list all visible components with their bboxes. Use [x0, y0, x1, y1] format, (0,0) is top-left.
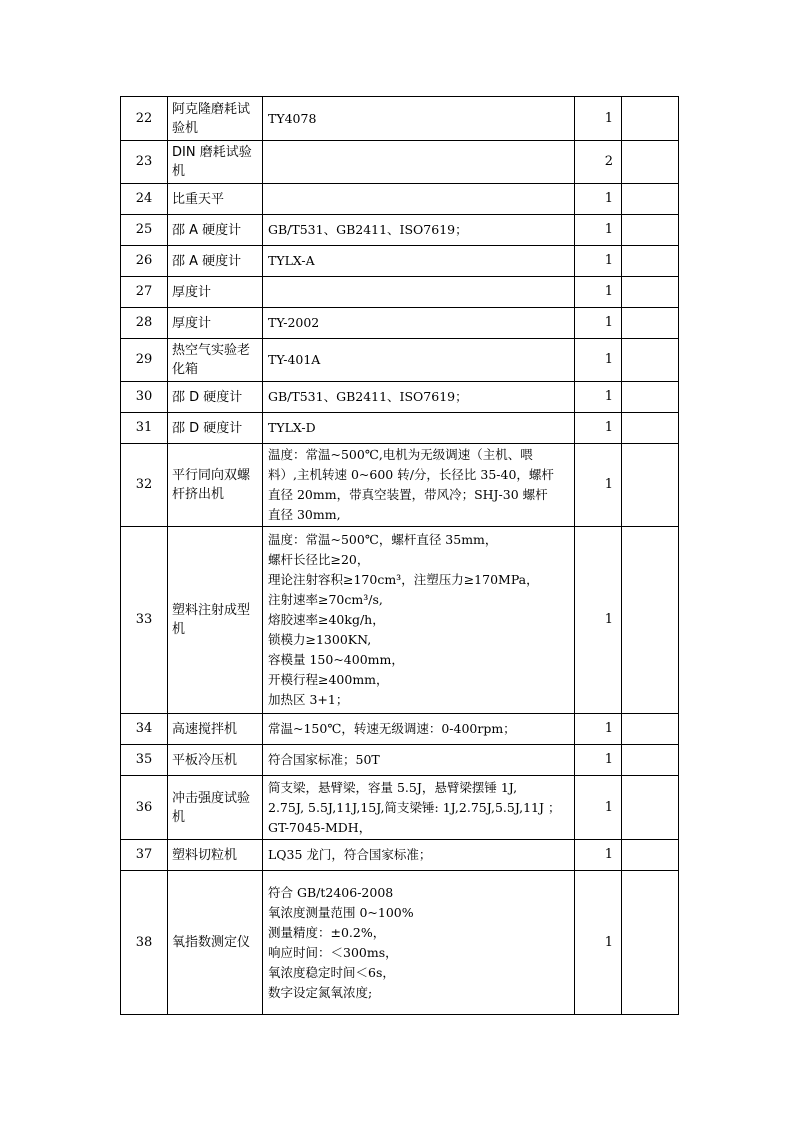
equipment-note — [622, 527, 679, 714]
spec-line: 容模量 150~400mm， — [268, 652, 404, 667]
spec-line: 温度：常温~500℃,电机为无级调速（主机、喂 — [268, 447, 533, 462]
equipment-note — [622, 714, 679, 745]
equipment-name: 塑料注射成型机 — [168, 527, 263, 714]
table-row — [121, 714, 679, 745]
row-number: 29 — [121, 339, 168, 382]
spec-line: TY4078 — [268, 110, 317, 126]
equipment-name: 热空气实验老化箱 — [168, 339, 263, 382]
spec-line: TYLX-A — [268, 253, 315, 268]
equipment-spec — [263, 714, 575, 745]
table-row — [121, 184, 679, 215]
equipment-note — [622, 444, 679, 527]
spec-line: 加热区 3+1； — [268, 692, 349, 707]
equipment-note — [622, 745, 679, 776]
spec-line: 符合 GB/t2406-2008 — [268, 884, 394, 900]
equipment-name: 平板冷压机 — [168, 745, 263, 776]
equipment-spec — [263, 776, 575, 840]
equipment-spec — [263, 246, 575, 277]
table-row — [121, 141, 679, 184]
spec-line: TY-401A — [268, 352, 321, 367]
row-number: 22 — [121, 97, 168, 141]
equipment-spec — [263, 339, 575, 382]
table-row — [121, 97, 679, 141]
spec-line: GB/T531、GB2411、ISO7619； — [268, 222, 468, 237]
table-row — [121, 444, 679, 527]
spec-line: TYLX-D — [268, 420, 316, 435]
table-row — [121, 413, 679, 444]
row-number: 34 — [121, 714, 168, 745]
spec-line: 氧浓度稳定时间＜6s， — [268, 964, 395, 980]
equipment-note — [622, 215, 679, 246]
equipment-name: 平行同向双螺杆挤出机 — [168, 444, 263, 527]
equipment-spec — [263, 527, 575, 714]
equipment-quantity: 1 — [575, 527, 622, 714]
equipment-spec — [263, 413, 575, 444]
equipment-name: 邵 D 硬度计 — [168, 382, 263, 413]
row-number: 23 — [121, 141, 168, 184]
equipment-note — [622, 840, 679, 871]
equipment-spec — [263, 215, 575, 246]
spec-line: TY-2002 — [268, 315, 320, 330]
row-number: 27 — [121, 277, 168, 308]
spec-line: 简支梁，悬臂梁，容量 5.5J，悬臂梁摆锤 1J, — [268, 779, 518, 795]
row-number: 28 — [121, 308, 168, 339]
spec-line: 螺杆长径比≥20， — [268, 552, 370, 567]
equipment-quantity: 1 — [575, 339, 622, 382]
equipment-note — [622, 382, 679, 413]
spec-line: GB/T531、GB2411、ISO7619； — [268, 389, 468, 404]
row-number: 35 — [121, 745, 168, 776]
equipment-quantity: 2 — [575, 141, 622, 184]
equipment-spec — [263, 871, 575, 1015]
equipment-quantity: 1 — [575, 277, 622, 308]
equipment-quantity: 1 — [575, 840, 622, 871]
row-number: 30 — [121, 382, 168, 413]
row-number: 31 — [121, 413, 168, 444]
table-row — [121, 776, 679, 840]
equipment-quantity: 1 — [575, 215, 622, 246]
spec-line: 氧浓度测量范围 0~100% — [268, 904, 414, 920]
equipment-note — [622, 871, 679, 1015]
equipment-spec — [263, 308, 575, 339]
spec-line: 开模行程≥400mm， — [268, 672, 389, 687]
spec-line: 锁模力≥1300KN, — [268, 632, 372, 647]
equipment-name: 比重天平 — [168, 184, 263, 215]
equipment-name: 厚度计 — [168, 277, 263, 308]
equipment-note — [622, 97, 679, 141]
row-number: 38 — [121, 871, 168, 1015]
equipment-table — [120, 96, 679, 1015]
row-number: 24 — [121, 184, 168, 215]
equipment-spec — [263, 97, 575, 141]
row-number: 32 — [121, 444, 168, 527]
table-row — [121, 840, 679, 871]
equipment-name: 厚度计 — [168, 308, 263, 339]
equipment-quantity: 1 — [575, 246, 622, 277]
equipment-quantity: 1 — [575, 444, 622, 527]
spec-line: 响应时间：＜300ms， — [268, 944, 398, 960]
equipment-quantity: 1 — [575, 184, 622, 215]
table-row — [121, 277, 679, 308]
equipment-table-body — [121, 97, 679, 1015]
spec-line: 理论注射容积≥170cm³，注塑压力≥170MPa， — [268, 572, 539, 587]
equipment-quantity: 1 — [575, 871, 622, 1015]
spec-line: GT-7045-MDH， — [268, 819, 372, 835]
spec-line: 直径 20mm，带真空装置，带风冷；SHJ-30 螺杆 — [268, 487, 548, 502]
equipment-name: 氧指数测定仪 — [168, 871, 263, 1015]
equipment-note — [622, 308, 679, 339]
equipment-spec — [263, 184, 575, 215]
row-number: 25 — [121, 215, 168, 246]
equipment-spec — [263, 141, 575, 184]
spec-line: 符合国家标准；50T — [268, 752, 380, 767]
equipment-name: 邵 A 硬度计 — [168, 246, 263, 277]
spec-line: 常温~150℃，转速无级调速：0-400rpm； — [268, 721, 516, 736]
row-number: 26 — [121, 246, 168, 277]
equipment-spec — [263, 840, 575, 871]
row-number: 36 — [121, 776, 168, 840]
equipment-quantity: 1 — [575, 745, 622, 776]
equipment-spec — [263, 745, 575, 776]
table-row — [121, 527, 679, 714]
spec-line: 测量精度：±0.2%， — [268, 924, 386, 940]
equipment-note — [622, 776, 679, 840]
equipment-note — [622, 141, 679, 184]
equipment-quantity: 1 — [575, 776, 622, 840]
equipment-quantity: 1 — [575, 413, 622, 444]
equipment-note — [622, 184, 679, 215]
equipment-spec — [263, 382, 575, 413]
spec-line: 直径 30mm, — [268, 507, 341, 522]
equipment-spec — [263, 277, 575, 308]
spec-line: 注射速率≥70cm³/s, — [268, 592, 383, 607]
table-row — [121, 745, 679, 776]
table-row — [121, 339, 679, 382]
row-number: 37 — [121, 840, 168, 871]
spec-line: 2.75J, 5.5J,11J,15J,简支梁锤: 1J,2.75J,5.5J,11J ； — [268, 799, 561, 815]
table-row — [121, 246, 679, 277]
table-row — [121, 215, 679, 246]
equipment-quantity: 1 — [575, 308, 622, 339]
equipment-name: 邵 A 硬度计 — [168, 215, 263, 246]
equipment-quantity: 1 — [575, 97, 622, 141]
equipment-quantity: 1 — [575, 382, 622, 413]
equipment-note — [622, 339, 679, 382]
table-row — [121, 871, 679, 1015]
spec-line: 料）,主机转速 0~600 转/分，长径比 35-40，螺杆 — [268, 467, 554, 482]
table-row — [121, 308, 679, 339]
equipment-note — [622, 413, 679, 444]
equipment-quantity: 1 — [575, 714, 622, 745]
equipment-spec — [263, 444, 575, 527]
spec-line: LQ35 龙门，符合国家标准； — [268, 847, 432, 862]
equipment-name: 高速搅拌机 — [168, 714, 263, 745]
spec-line: 数字设定氮氧浓度; — [268, 984, 373, 1000]
equipment-name: 阿克隆磨耗试验机 — [168, 97, 263, 141]
spec-line: 温度：常温~500℃，螺杆直径 35mm， — [268, 532, 498, 547]
equipment-name: DIN 磨耗试验机 — [168, 141, 263, 184]
table-row — [121, 382, 679, 413]
equipment-name: 冲击强度试验机 — [168, 776, 263, 840]
row-number: 33 — [121, 527, 168, 714]
spec-line: 熔胶速率≥40kg/h， — [268, 612, 385, 627]
equipment-note — [622, 277, 679, 308]
equipment-name: 邵 D 硬度计 — [168, 413, 263, 444]
equipment-name: 塑料切粒机 — [168, 840, 263, 871]
equipment-note — [622, 246, 679, 277]
